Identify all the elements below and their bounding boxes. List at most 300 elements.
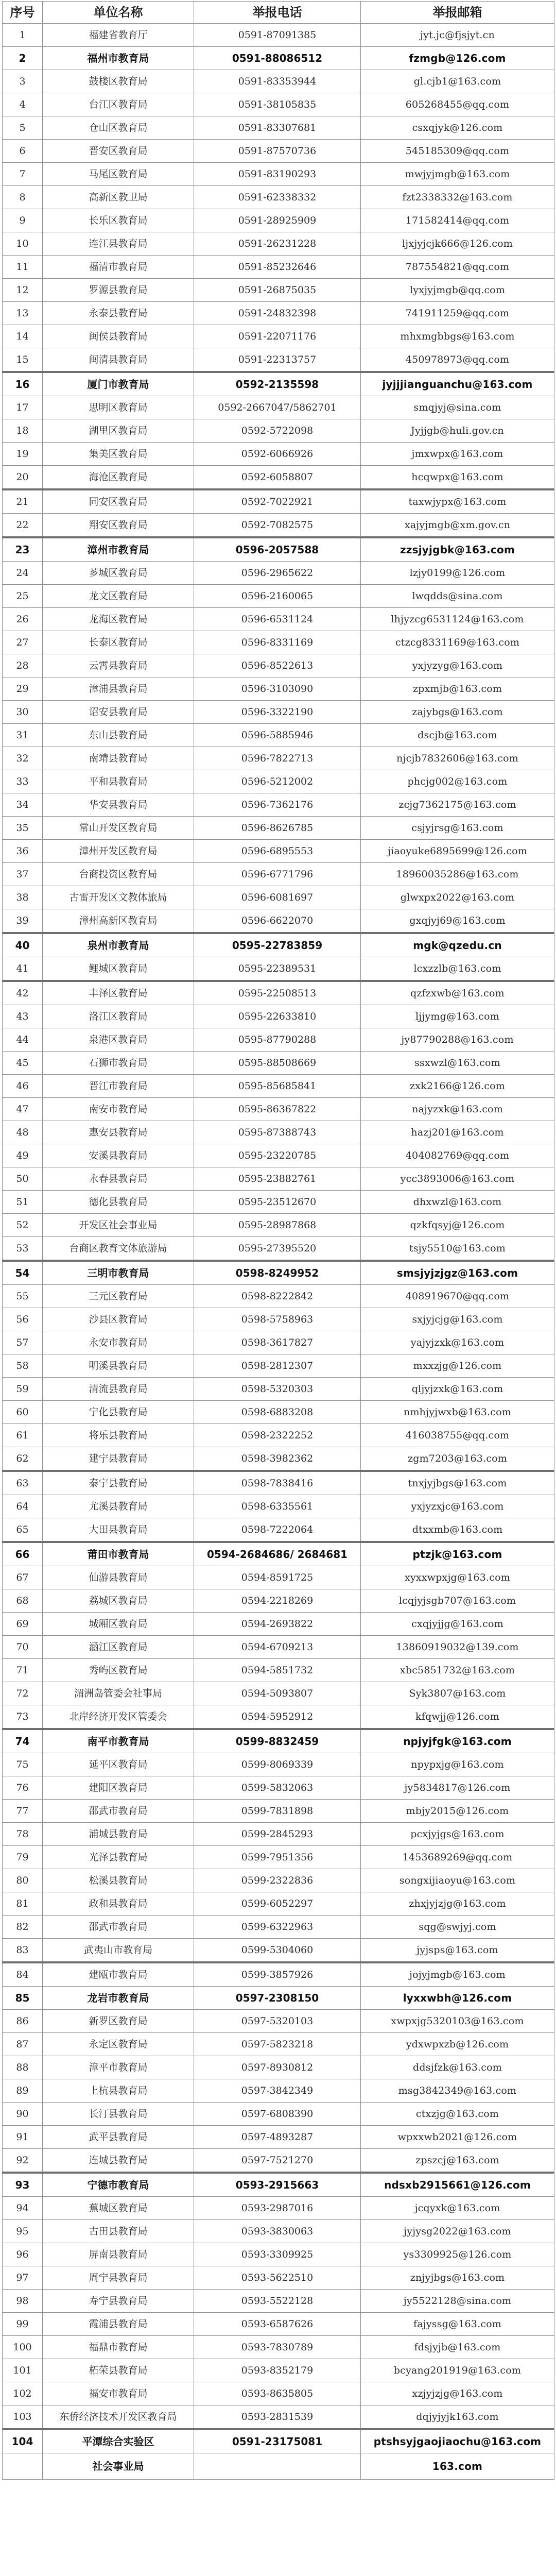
- report-email: xbc5851732@163.com: [361, 1659, 554, 1682]
- row-index: 84: [3, 1962, 43, 1987]
- row-index: 70: [3, 1636, 43, 1659]
- table-row: [3, 957, 554, 981]
- report-phone: 0595-22633810: [194, 1005, 361, 1028]
- report-email: ydxwpxzb@126.com: [361, 2033, 554, 2056]
- row-index: 56: [3, 1308, 43, 1331]
- report-email: qzkfqsyj@126.com: [361, 1214, 554, 1237]
- unit-name: 城厢区教育局: [43, 1613, 194, 1636]
- row-index: 51: [3, 1191, 43, 1214]
- row-index: 72: [3, 1682, 43, 1705]
- table-row: [3, 1589, 554, 1613]
- report-phone: 0596-8522613: [194, 654, 361, 677]
- report-email: najyzxk@163.com: [361, 1098, 554, 1121]
- table-row: [3, 1378, 554, 1401]
- table-row: [3, 443, 554, 466]
- report-email: 545185309@qq.com: [361, 140, 554, 163]
- report-phone: 0592-5722098: [194, 419, 361, 443]
- report-email: dhxwzl@163.com: [361, 1191, 554, 1214]
- report-phone: 0596-6771796: [194, 863, 361, 886]
- unit-name: 明溪县教育局: [43, 1354, 194, 1378]
- report-phone: 0598-7222064: [194, 1518, 361, 1543]
- row-index: 30: [3, 701, 43, 724]
- row-index: 21: [3, 489, 43, 514]
- report-phone: [194, 2453, 361, 2480]
- unit-name: 厦门市教育局: [43, 372, 194, 396]
- table-row: [3, 724, 554, 747]
- report-email: qljyjzxk@163.com: [361, 1378, 554, 1401]
- report-email: glwxpx2022@163.com: [361, 886, 554, 909]
- report-email: jmxwpx@163.com: [361, 443, 554, 466]
- report-email: phcjg002@163.com: [361, 770, 554, 793]
- unit-name: 德化县教育局: [43, 1191, 194, 1214]
- table-row: [3, 1354, 554, 1378]
- unit-name: 集美区教育局: [43, 443, 194, 466]
- report-phone: 0591-22071176: [194, 325, 361, 348]
- unit-name: 清流县教育局: [43, 1378, 194, 1401]
- table-row: [3, 909, 554, 934]
- report-phone: 0592-6066926: [194, 443, 361, 466]
- table-row: [3, 2103, 554, 2126]
- report-phone: 0594-5093807: [194, 1682, 361, 1705]
- unit-name: 建阳区教育局: [43, 1776, 194, 1800]
- report-phone: 0599-6052297: [194, 1892, 361, 1916]
- unit-name: 漳州市教育局: [43, 537, 194, 562]
- table-row: [3, 537, 554, 562]
- table-row: [3, 256, 554, 279]
- row-index: 81: [3, 1892, 43, 1916]
- unit-name: 平和县教育局: [43, 770, 194, 793]
- report-email: jy5522128@sina.com: [361, 2290, 554, 2313]
- report-phone: 0599-5832063: [194, 1776, 361, 1800]
- row-index: 65: [3, 1518, 43, 1543]
- report-phone: 0597-5320103: [194, 2010, 361, 2033]
- table-row: [3, 2290, 554, 2313]
- row-index: 37: [3, 863, 43, 886]
- unit-name: 延平区教育局: [43, 1753, 194, 1776]
- report-email: xwpxjg5320103@163.com: [361, 2010, 554, 2033]
- report-email: 163.com: [361, 2453, 554, 2480]
- report-email: 18960035286@163.com: [361, 863, 554, 886]
- unit-name: 寿宁县教育局: [43, 2290, 194, 2313]
- unit-name: 闽清县教育局: [43, 348, 194, 372]
- report-phone: 0595-22389531: [194, 957, 361, 981]
- unit-name: 龙海区教育局: [43, 608, 194, 631]
- row-index: 14: [3, 325, 43, 348]
- table-row: [3, 2056, 554, 2079]
- header-unit-name: 单位名称: [43, 2, 194, 24]
- unit-name: 思明区教育局: [43, 396, 194, 419]
- report-email: 171582414@qq.com: [361, 209, 554, 232]
- report-email: 787554821@qq.com: [361, 256, 554, 279]
- row-index: 39: [3, 909, 43, 934]
- table-row: [3, 1495, 554, 1518]
- unit-name: 宁化县教育局: [43, 1401, 194, 1424]
- report-email: npypxjg@163.com: [361, 1753, 554, 1776]
- table-row: [3, 1005, 554, 1028]
- table-row: [3, 1566, 554, 1589]
- row-index: 5: [3, 116, 43, 140]
- report-email: jiaoyuke6895699@126.com: [361, 840, 554, 863]
- report-email: zpxmjb@163.com: [361, 677, 554, 701]
- report-phone: 0592-7022921: [194, 489, 361, 514]
- row-index: 75: [3, 1753, 43, 1776]
- unit-name: 平潭综合实验区: [43, 2429, 194, 2453]
- row-index: 80: [3, 1869, 43, 1892]
- table-row: [3, 1636, 554, 1659]
- report-phone: 0597-4893287: [194, 2126, 361, 2149]
- unit-name: 湄洲岛管委会社事局: [43, 1682, 194, 1705]
- unit-name: 秀屿区教育局: [43, 1659, 194, 1682]
- report-phone: 0594-2684686/ 2684681: [194, 1542, 361, 1566]
- report-phone: 0596-3103090: [194, 677, 361, 701]
- table-row: [3, 2173, 554, 2197]
- unit-name: 洛江区教育局: [43, 1005, 194, 1028]
- report-phone: 0598-3617827: [194, 1331, 361, 1354]
- report-phone: 0596-2160065: [194, 585, 361, 608]
- unit-name: 荔城区教育局: [43, 1589, 194, 1613]
- row-index: 61: [3, 1424, 43, 1447]
- row-index: 33: [3, 770, 43, 793]
- unit-name: 云霄县教育局: [43, 654, 194, 677]
- row-index: 68: [3, 1589, 43, 1613]
- report-phone: 0598-6335561: [194, 1495, 361, 1518]
- table-row: [3, 2033, 554, 2056]
- row-index: 41: [3, 957, 43, 981]
- unit-name: 莆田市教育局: [43, 1542, 194, 1566]
- unit-name: 南平市教育局: [43, 1729, 194, 1753]
- report-phone: 0594-2693822: [194, 1613, 361, 1636]
- report-phone: 0599-6322963: [194, 1916, 361, 1939]
- table-row: [3, 631, 554, 654]
- row-index: 24: [3, 562, 43, 585]
- report-phone: 0596-6081697: [194, 886, 361, 909]
- unit-name: 光泽县教育局: [43, 1846, 194, 1869]
- table-row: [3, 1682, 554, 1705]
- report-email: fzmgb@126.com: [361, 47, 554, 70]
- unit-name: 长乐区教育局: [43, 209, 194, 232]
- report-email: tnxjyjbgs@163.com: [361, 1471, 554, 1495]
- report-phone: 0593-7830789: [194, 2336, 361, 2359]
- row-index: 54: [3, 1261, 43, 1285]
- report-email: smqjyj@sina.com: [361, 396, 554, 419]
- table-row: [3, 186, 554, 209]
- table-row: [3, 1939, 554, 1963]
- unit-name: 柘荣县教育局: [43, 2359, 194, 2382]
- report-email: 1453689269@qq.com: [361, 1846, 554, 1869]
- report-phone: 0591-88086512: [194, 47, 361, 70]
- row-index: 52: [3, 1214, 43, 1237]
- unit-name: 周宁县教育局: [43, 2266, 194, 2290]
- report-email: dqjyjyjk163.com: [361, 2405, 554, 2430]
- report-phone: 0591-28925909: [194, 209, 361, 232]
- report-email: 404082769@qq.com: [361, 1144, 554, 1167]
- table-row: [3, 1075, 554, 1098]
- report-phone: 0595-22508513: [194, 981, 361, 1005]
- report-email: fzt2338332@163.com: [361, 186, 554, 209]
- report-phone: 0595-88508669: [194, 1052, 361, 1075]
- table-row: [3, 1214, 554, 1237]
- row-index: 104: [3, 2429, 43, 2453]
- unit-name: 丰泽区教育局: [43, 981, 194, 1005]
- unit-name: 罗源县教育局: [43, 279, 194, 302]
- unit-name: 诏安县教育局: [43, 701, 194, 724]
- table-row: [3, 1823, 554, 1846]
- report-email: xajyjmgb@xm.gov.cn: [361, 514, 554, 538]
- table-row: [3, 1028, 554, 1052]
- row-index: 50: [3, 1167, 43, 1191]
- unit-name: 南靖县教育局: [43, 747, 194, 770]
- table-row: [3, 116, 554, 140]
- unit-name: 蕉城区教育局: [43, 2197, 194, 2220]
- row-index: 49: [3, 1144, 43, 1167]
- report-phone: 0599-8832459: [194, 1729, 361, 1753]
- unit-name: 长汀县教育局: [43, 2103, 194, 2126]
- table-row: [3, 1424, 554, 1447]
- report-email: zzsjyjgbk@163.com: [361, 537, 554, 562]
- report-phone: 0595-23512670: [194, 1191, 361, 1214]
- report-phone: 0599-7831898: [194, 1800, 361, 1823]
- report-phone: 0593-5622510: [194, 2266, 361, 2290]
- unit-name: 福建省教育厅: [43, 24, 194, 47]
- row-index: 45: [3, 1052, 43, 1075]
- table-row: [3, 1167, 554, 1191]
- table-row: [3, 466, 554, 490]
- report-email: zgm7203@163.com: [361, 1447, 554, 1471]
- report-email: csxqjyk@126.com: [361, 116, 554, 140]
- table-row: [3, 863, 554, 886]
- report-phone: 0591-26231228: [194, 232, 361, 256]
- unit-name: 上杭县教育局: [43, 2079, 194, 2103]
- table-row: [3, 701, 554, 724]
- row-index: 36: [3, 840, 43, 863]
- row-index: 97: [3, 2266, 43, 2290]
- table-row: [3, 302, 554, 325]
- report-email: zhxjyjzjg@163.com: [361, 1892, 554, 1916]
- row-index: 6: [3, 140, 43, 163]
- unit-name: 浦城县教育局: [43, 1823, 194, 1846]
- row-index: 91: [3, 2126, 43, 2149]
- report-phone: 0593-3830063: [194, 2220, 361, 2243]
- row-index: 100: [3, 2336, 43, 2359]
- table-row: [3, 1753, 554, 1776]
- row-index: 38: [3, 886, 43, 909]
- table-row: [3, 1237, 554, 1261]
- report-email: jojyjmgb@163.com: [361, 1962, 554, 1987]
- report-email: sxjyjcjg@163.com: [361, 1308, 554, 1331]
- report-phone: 0596-8626785: [194, 817, 361, 840]
- unit-name: 政和县教育局: [43, 1892, 194, 1916]
- unit-name: 漳州开发区教育局: [43, 840, 194, 863]
- report-phone: 0591-83190293: [194, 163, 361, 186]
- row-index: 32: [3, 747, 43, 770]
- report-email: bcyang201919@163.com: [361, 2359, 554, 2382]
- report-email: wpxxwb2021@126.com: [361, 2126, 554, 2149]
- report-phone: 0598-5758963: [194, 1308, 361, 1331]
- unit-name: 东山县教育局: [43, 724, 194, 747]
- table-row: [3, 2405, 554, 2430]
- report-phone: 0591-38105835: [194, 93, 361, 116]
- unit-name: 武平县教育局: [43, 2126, 194, 2149]
- report-email: jcqyxk@163.com: [361, 2197, 554, 2220]
- report-phone: 0592-7082575: [194, 514, 361, 538]
- table-row: [3, 1471, 554, 1495]
- report-email: ddsjfzk@163.com: [361, 2056, 554, 2079]
- table-row: [3, 2382, 554, 2405]
- report-phone: 0596-3322190: [194, 701, 361, 724]
- table-row: [3, 1121, 554, 1144]
- table-row: [3, 1308, 554, 1331]
- unit-name: 开发区社会事业局: [43, 1214, 194, 1237]
- report-phone: 0599-2322836: [194, 1869, 361, 1892]
- report-email: jyt.jc@fjsjyt.cn: [361, 24, 554, 47]
- report-email: mhxmgbbgs@163.com: [361, 325, 554, 348]
- row-index: 76: [3, 1776, 43, 1800]
- row-index: 63: [3, 1471, 43, 1495]
- unit-name: 屏南县教育局: [43, 2243, 194, 2266]
- row-index: 11: [3, 256, 43, 279]
- row-index: 42: [3, 981, 43, 1005]
- table-row: [3, 489, 554, 514]
- report-phone: 0597-8930812: [194, 2056, 361, 2079]
- report-email: mwjyjmgb@163.com: [361, 163, 554, 186]
- row-index: 27: [3, 631, 43, 654]
- row-index: 101: [3, 2359, 43, 2382]
- table-row: [3, 396, 554, 419]
- row-index: 55: [3, 1285, 43, 1308]
- unit-name: 鲤城区教育局: [43, 957, 194, 981]
- report-phone: 0595-22783859: [194, 933, 361, 957]
- report-phone: 0593-2831539: [194, 2405, 361, 2430]
- table-row: [3, 1916, 554, 1939]
- row-index: 17: [3, 396, 43, 419]
- report-email: ptshsyjgaojiaochu@163.com: [361, 2429, 554, 2453]
- unit-name: 永泰县教育局: [43, 302, 194, 325]
- report-email: ljxjyjcjk666@126.com: [361, 232, 554, 256]
- report-email: mbjy2015@126.com: [361, 1800, 554, 1823]
- row-index: 88: [3, 2056, 43, 2079]
- row-index: 1: [3, 24, 43, 47]
- report-phone: 0596-2057588: [194, 537, 361, 562]
- report-email: tsjy5510@163.com: [361, 1237, 554, 1261]
- table-row: [3, 2243, 554, 2266]
- report-email: nmhjyjwxb@163.com: [361, 1401, 554, 1424]
- unit-name: 涵江区教育局: [43, 1636, 194, 1659]
- row-index: 18: [3, 419, 43, 443]
- unit-name: 福鼎市教育局: [43, 2336, 194, 2359]
- row-index: 9: [3, 209, 43, 232]
- report-phone: 0598-8249952: [194, 1261, 361, 1285]
- unit-name: 仙游县教育局: [43, 1566, 194, 1589]
- report-email: ys3309925@126.com: [361, 2243, 554, 2266]
- unit-name: 福清市教育局: [43, 256, 194, 279]
- unit-name: 龙岩市教育局: [43, 1987, 194, 2010]
- row-index: 13: [3, 302, 43, 325]
- table-row: [3, 325, 554, 348]
- table-row: [3, 279, 554, 302]
- row-index: 99: [3, 2313, 43, 2336]
- report-email: xzjyjzjg@163.com: [361, 2382, 554, 2405]
- table-row: [3, 1331, 554, 1354]
- report-email: csjyjrsg@163.com: [361, 817, 554, 840]
- report-email: cxqjyjjg@163.com: [361, 1613, 554, 1636]
- report-phone: 0595-87388743: [194, 1121, 361, 1144]
- table-row: [3, 1098, 554, 1121]
- row-index: 29: [3, 677, 43, 701]
- row-index: 74: [3, 1729, 43, 1753]
- row-index: 35: [3, 817, 43, 840]
- row-index: 12: [3, 279, 43, 302]
- report-phone: 0598-2322252: [194, 1424, 361, 1447]
- unit-name: 闽侯县教育局: [43, 325, 194, 348]
- report-email: zajybgs@163.com: [361, 701, 554, 724]
- report-phone: 0591-87091385: [194, 24, 361, 47]
- table-row: [3, 886, 554, 909]
- row-index: 79: [3, 1846, 43, 1869]
- report-email: zcjg7362175@163.com: [361, 793, 554, 817]
- table-row: [3, 933, 554, 957]
- table-row: [3, 2453, 554, 2480]
- report-email: ljjymg@163.com: [361, 1005, 554, 1028]
- unit-name: 永定区教育局: [43, 2033, 194, 2056]
- unit-name: 鼓楼区教育局: [43, 70, 194, 93]
- row-index: 10: [3, 232, 43, 256]
- row-index: 2: [3, 47, 43, 70]
- table-row: [3, 981, 554, 1005]
- report-phone: 0591-87570736: [194, 140, 361, 163]
- report-phone: 0593-3309925: [194, 2243, 361, 2266]
- header-index: 序号: [3, 2, 43, 24]
- row-index: 60: [3, 1401, 43, 1424]
- report-contact-table: [2, 1, 554, 2480]
- table-row: [3, 2126, 554, 2149]
- table-row: [3, 1776, 554, 1800]
- unit-name: 龙文区教育局: [43, 585, 194, 608]
- row-index: 96: [3, 2243, 43, 2266]
- table-row: [3, 232, 554, 256]
- report-email: yxjyzyg@163.com: [361, 654, 554, 677]
- report-email: fdsjyjb@163.com: [361, 2336, 554, 2359]
- unit-name: 连城县教育局: [43, 2149, 194, 2173]
- row-index: 92: [3, 2149, 43, 2173]
- row-index: 58: [3, 1354, 43, 1378]
- row-index: 64: [3, 1495, 43, 1518]
- report-phone: 0596-6895553: [194, 840, 361, 863]
- table-row: [3, 1962, 554, 1987]
- report-email: ctxzjg@163.com: [361, 2103, 554, 2126]
- unit-name: 三元区教育局: [43, 1285, 194, 1308]
- report-email: ycc3893006@163.com: [361, 1167, 554, 1191]
- row-index: 16: [3, 372, 43, 396]
- row-index: 62: [3, 1447, 43, 1471]
- report-phone: 0599-5304060: [194, 1939, 361, 1963]
- table-row: [3, 840, 554, 863]
- unit-name: 泉州市教育局: [43, 933, 194, 957]
- report-phone: 0594-8591725: [194, 1566, 361, 1589]
- table-row: [3, 514, 554, 538]
- unit-name: 宁德市教育局: [43, 2173, 194, 2197]
- report-phone: 0597-3842349: [194, 2079, 361, 2103]
- unit-name: 福安市教育局: [43, 2382, 194, 2405]
- report-email: pcxjyjgs@163.com: [361, 1823, 554, 1846]
- unit-name: 邵武市教育局: [43, 1800, 194, 1823]
- report-phone: 0596-6531124: [194, 608, 361, 631]
- unit-name: 惠安县教育局: [43, 1121, 194, 1144]
- report-email: gl.cjb1@163.com: [361, 70, 554, 93]
- row-index: 20: [3, 466, 43, 490]
- unit-name: 南安市教育局: [43, 1098, 194, 1121]
- report-phone: 0599-3857926: [194, 1962, 361, 1987]
- unit-name: 连江县教育局: [43, 232, 194, 256]
